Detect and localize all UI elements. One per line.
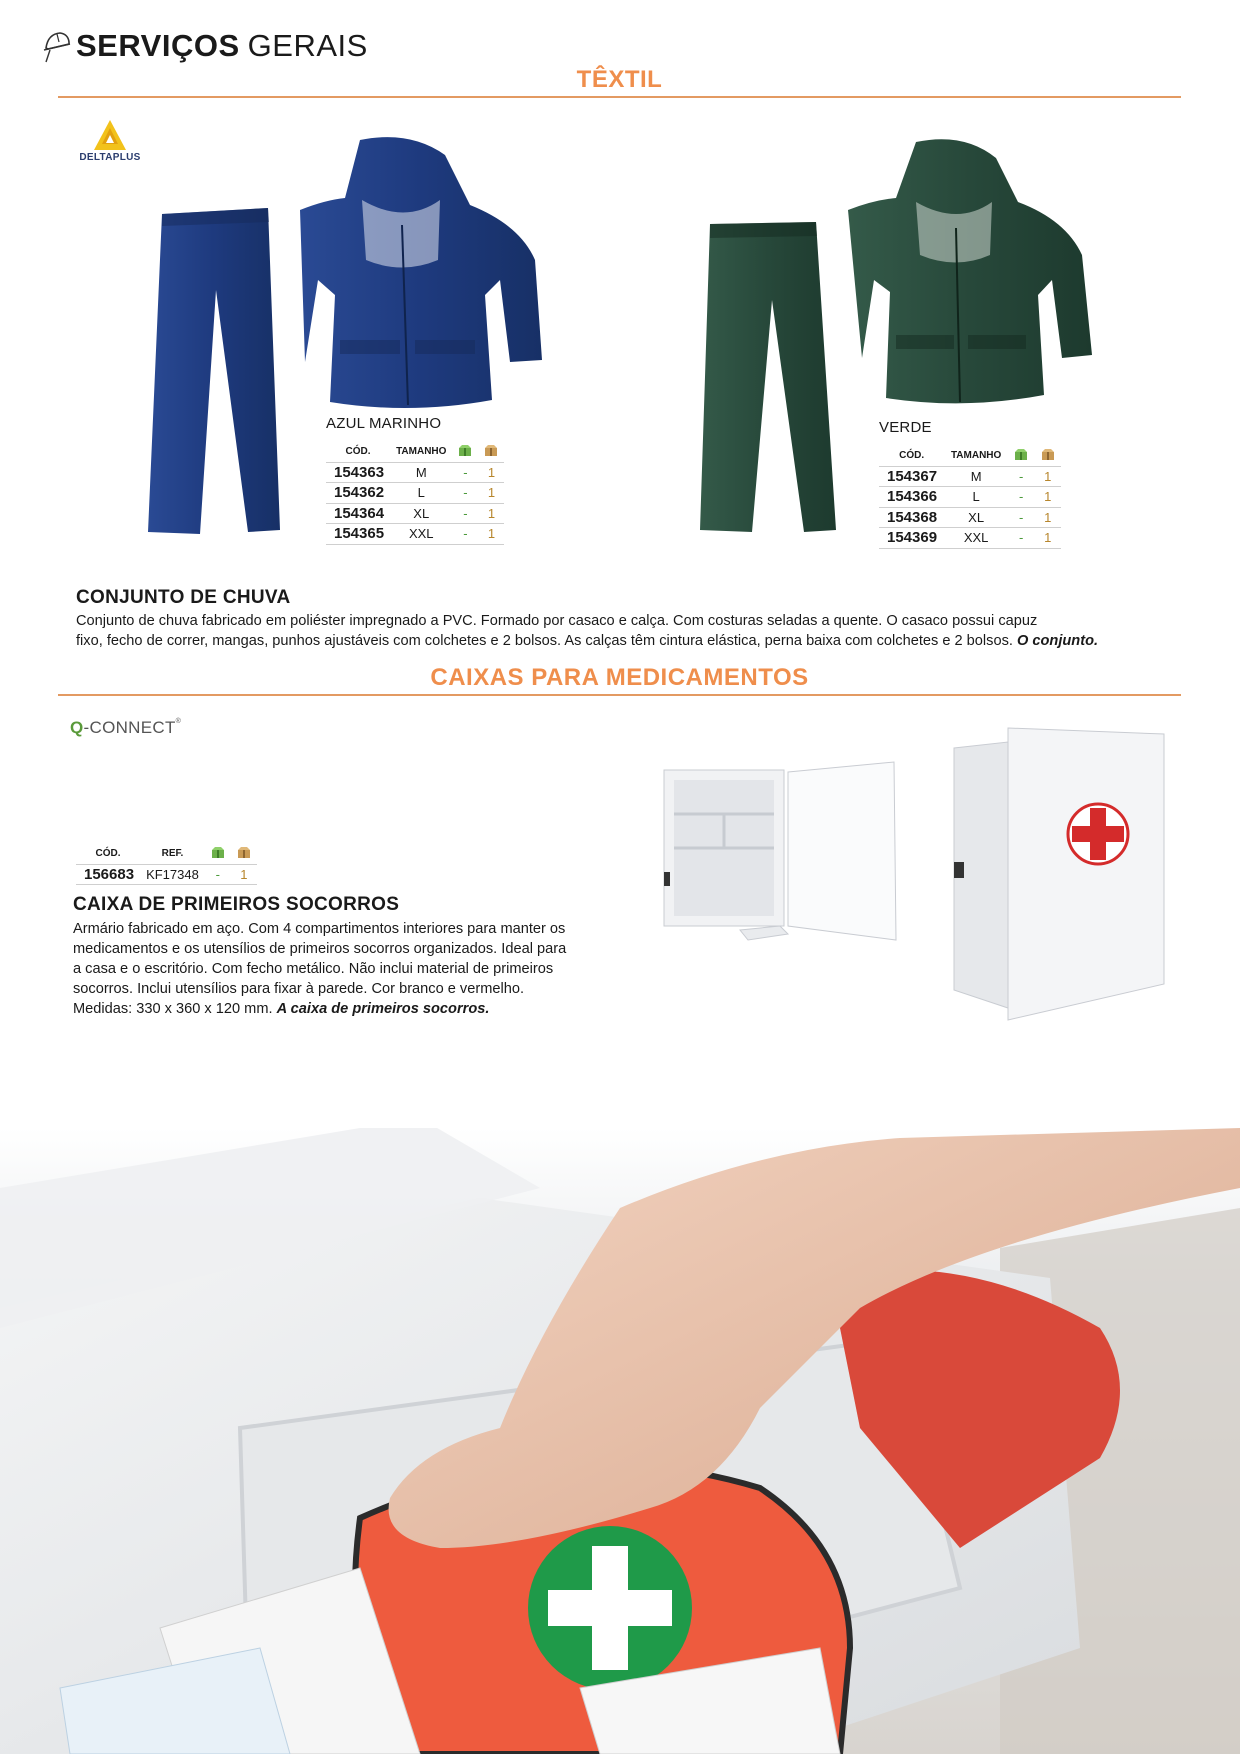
section-title-caixas: CAIXAS PARA MEDICAMENTOS [430,664,809,691]
col-header-pack [205,846,231,864]
table-row [879,487,1061,508]
table-row [879,507,1061,528]
cell-pack: - [1008,528,1035,549]
section-divider [58,694,1181,696]
cell-code: 154362 [326,483,390,504]
table-row [326,483,504,504]
cell-qty: 1 [478,524,504,545]
desc-emphasis: A caixa de primeiros socorros. [276,1001,490,1017]
spec-table-green [879,448,1061,549]
firstaid-kit-photo [0,1128,1240,1754]
cell-qty: 1 [1034,487,1061,508]
table-header-row [76,846,257,864]
desc-line: medicamentos e os utensílios de primeiros socorros organizados. Ideal para [73,941,567,957]
col-header-pack [1008,448,1035,466]
col-header-unit [1034,448,1061,466]
cell-qty: 1 [1034,466,1061,487]
cell-pack: - [452,524,478,545]
table-row [879,466,1061,487]
spec-table-navy [326,444,504,545]
cell-size: XL [944,507,1008,528]
col-header-code: CÓD. [95,847,121,859]
cell-pack: - [1008,487,1035,508]
cell-code: 156683 [76,864,140,885]
desc-line: Conjunto de chuva fabricado em poliéster impregnado a PVC. Formado por casaco e calça. Com costuras seladas a quente. O casaco possui capuz [76,613,1038,629]
cell-size: XXL [390,524,452,545]
col-header-code: CÓD. [899,449,925,461]
table-row [326,503,504,524]
variant-label-navy: AZUL MARINHO [326,415,442,432]
cell-size: XXL [944,528,1008,549]
cell-qty: 1 [478,483,504,504]
cell-qty: 1 [1034,528,1061,549]
table-row [326,524,504,545]
table-row [76,864,257,885]
green-box-icon [211,847,225,859]
cell-code: 154365 [326,524,390,545]
col-header-unit [231,846,257,864]
section-divider [58,96,1181,98]
section-title-textil: TÊXTIL [576,66,663,93]
cell-qty: 1 [1034,507,1061,528]
firstaid-cabinet-closed-image [950,722,1170,1022]
col-header-pack [452,444,478,462]
desc-line: Armário fabricado em aço. Com 4 compartimentos interiores para manter os [73,921,566,937]
cell-code: 154369 [879,528,944,549]
cell-code: 154366 [879,487,944,508]
col-header-unit [478,444,504,462]
page-header [42,24,368,68]
cell-code: 154363 [326,462,390,483]
deltaplus-wordmark: DELTAPLUS [79,152,141,163]
spec-table-firstaid [76,846,257,885]
cell-qty: 1 [231,864,257,885]
col-header-size: TAMANHO [950,449,1002,461]
desc-line-last [76,631,1186,651]
page-title [76,28,368,64]
cell-pack: - [205,864,231,885]
cell-pack: - [452,483,478,504]
cell-qty: 1 [478,503,504,524]
desc-line: socorros. Inclui utensílios para fixar à parede. Cor branco e vermelho. [73,981,525,997]
cell-size: M [390,462,452,483]
table-row [879,528,1061,549]
cell-code: 154368 [879,507,944,528]
deltaplus-logo [74,118,146,166]
cell-pack: - [452,462,478,483]
qconnect-wordmark: -CONNECT [83,718,176,737]
qconnect-registered: ® [175,718,182,725]
page-title-light: GERAIS [247,28,368,63]
helmet-icon [42,28,72,64]
product-desc-firstaid [73,919,633,1019]
product-name-raincoat: CONJUNTO DE CHUVA [76,587,291,608]
cell-size: XL [390,503,452,524]
cell-size: L [390,483,452,504]
cell-size: M [944,466,1008,487]
cell-pack: - [1008,507,1035,528]
brown-box-icon [484,445,498,457]
deltaplus-triangle-icon [74,118,146,152]
qconnect-logo [70,718,181,738]
page-title-bold: SERVIÇOS [76,28,240,63]
desc-line: Medidas: 330 x 360 x 120 mm. [73,1001,273,1017]
cell-qty: 1 [478,462,504,483]
cell-code: 154367 [879,466,944,487]
table-header-row [879,448,1061,466]
green-box-icon [458,445,472,457]
desc-emphasis: O conjunto. [1016,633,1099,649]
cell-size: L [944,487,1008,508]
cell-pack: - [1008,466,1035,487]
variant-label-green: VERDE [879,419,932,436]
desc-line: a casa e o escritório. Com fecho metálico. Não inclui material de primeiros [73,961,554,977]
col-header-code: CÓD. [345,445,371,457]
green-box-icon [1014,449,1028,461]
product-name-firstaid: CAIXA DE PRIMEIROS SOCORROS [73,894,400,915]
firstaid-cabinet-open-image [660,758,900,948]
col-header-ref: REF. [161,847,184,859]
product-desc-raincoat [76,611,1186,651]
cell-ref: KF17348 [140,864,205,885]
col-header-size: TAMANHO [396,445,447,457]
qconnect-q: Q [70,718,84,737]
cell-code: 154364 [326,503,390,524]
cell-pack: - [452,503,478,524]
brown-box-icon [1041,449,1055,461]
table-header-row [326,444,504,462]
table-row [326,462,504,483]
brown-box-icon [237,847,251,859]
desc-line-last [73,999,633,1019]
desc-line: fixo, fecho de correr, mangas, punhos ajustáveis com colchetes e 2 bolsos. As calças têm cintura elástica, perna baixa com colchetes e 2 bolsos. [76,633,1013,649]
